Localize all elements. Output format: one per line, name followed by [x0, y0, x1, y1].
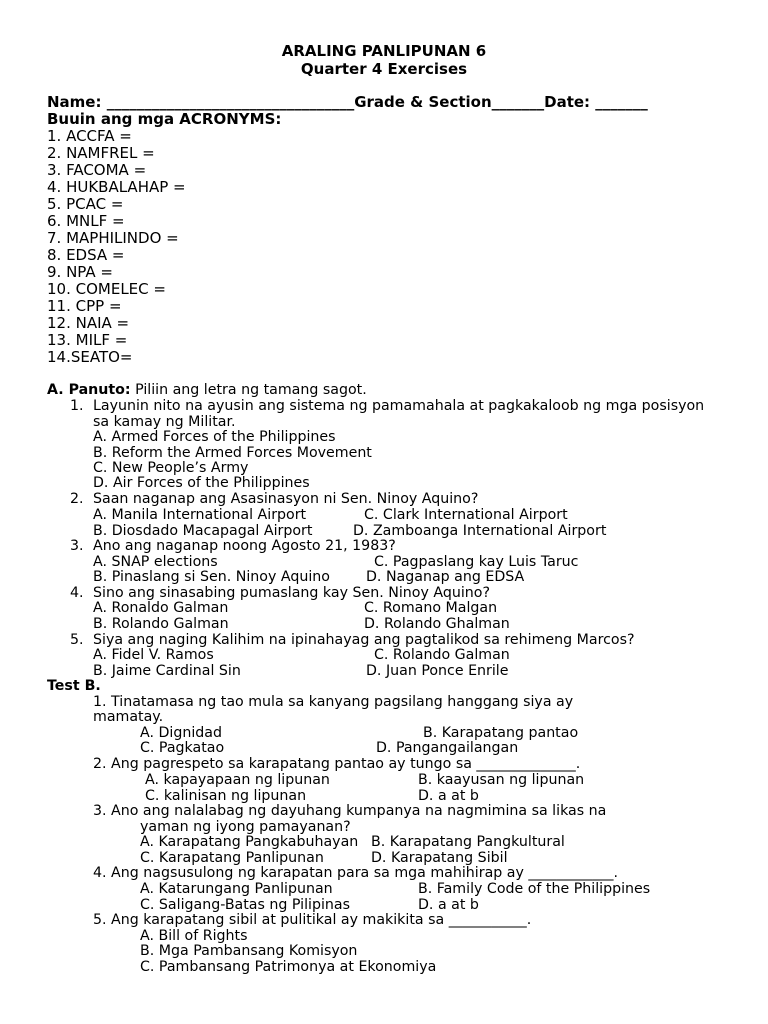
answer-option: C. Romano Malgan — [364, 600, 498, 616]
question-text: sa kamay ng Militar. — [93, 414, 236, 430]
answer-option: D. Pangangailangan — [376, 740, 519, 756]
question-text: Layunin nito na ayusin ang sistema ng pamamahala at pagkakaloob ng mga posisyon — [93, 398, 705, 414]
answer-option: A. SNAP elections — [93, 554, 218, 570]
worksheet-subtitle: Quarter 4 Exercises — [300, 60, 468, 78]
answer-option: D. Air Forces of the Philippines — [93, 475, 310, 491]
question-text: Saan naganap ang Asasinasyon ni Sen. Ninoy Aquino? — [93, 491, 479, 507]
acronym-item: 11. CPP = — [47, 297, 122, 315]
answer-option: B. Rolando Galman — [93, 616, 229, 632]
worksheet-title: ARALING PANLIPUNAN 6 — [281, 42, 487, 60]
question-text: Ano ang naganap noong Agosto 21, 1983? — [93, 538, 396, 554]
name-grade-date-line: Name: _________________________________Grade & Section_______Date: _______ — [47, 93, 648, 111]
answer-option: A. Ronaldo Galman — [93, 600, 229, 616]
acronym-item: 8. EDSA = — [47, 246, 125, 264]
acronyms-heading: Buuin ang mga ACRONYMS: — [47, 110, 282, 128]
answer-option: A. kapayapaan ng lipunan — [145, 772, 330, 788]
question-text: Siya ang naging Kalihim na ipinahayag ang pagtalikod sa rehimeng Marcos? — [93, 632, 635, 648]
answer-option: A. Katarungang Panlipunan — [140, 881, 333, 897]
part-a-label: A. Panuto: — [47, 382, 131, 398]
answer-option: C. Pambansang Patrimonya at Ekonomiya — [140, 959, 437, 975]
question-number: 1. — [70, 398, 84, 414]
answer-option: A. Bill of Rights — [140, 928, 248, 944]
answer-option: B. Pinaslang si Sen. Ninoy Aquino — [93, 569, 330, 585]
answer-option: A. Fidel V. Ramos — [93, 647, 214, 663]
answer-option: B. Family Code of the Philippines — [418, 881, 651, 897]
acronym-item: 13. MILF = — [47, 331, 128, 349]
acronym-item: 1. ACCFA = — [47, 127, 132, 145]
answer-option: B. Mga Pambansang Komisyon — [140, 943, 358, 959]
answer-option: C. kalinisan ng lipunan — [145, 788, 307, 804]
answer-option: B. Karapatang Pangkultural — [371, 834, 565, 850]
question-text: mamatay. — [93, 709, 164, 725]
acronym-item: 4. HUKBALAHAP = — [47, 178, 186, 196]
answer-option: C. New People’s Army — [93, 460, 249, 476]
answer-option: B. kaayusan ng lipunan — [418, 772, 585, 788]
answer-option: A. Karapatang Pangkabuhayan — [140, 834, 359, 850]
acronym-item: 6. MNLF = — [47, 212, 125, 230]
answer-option: B. Reform the Armed Forces Movement — [93, 445, 372, 461]
answer-option: A. Dignidad — [140, 725, 222, 741]
answer-option: B. Diosdado Macapagal Airport — [93, 523, 313, 539]
answer-option: B. Karapatang pantao — [423, 725, 579, 741]
answer-option: D. Rolando Ghalman — [364, 616, 510, 632]
acronym-item: 12. NAIA = — [47, 314, 130, 332]
question-number: 5. — [70, 632, 84, 648]
test-b-label: Test B. — [47, 678, 101, 694]
answer-option: D. Juan Ponce Enrile — [366, 663, 509, 679]
question-number: 4. — [70, 585, 84, 601]
answer-option: D. Zamboanga International Airport — [353, 523, 607, 539]
answer-option: A. Manila International Airport — [93, 507, 307, 523]
question-text: 5. Ang karapatang sibil at pulitikal ay makikita sa ___________. — [93, 912, 532, 928]
answer-option: C. Rolando Galman — [374, 647, 510, 663]
acronym-item: 2. NAMFREL = — [47, 144, 155, 162]
acronym-item: 9. NPA = — [47, 263, 113, 281]
answer-option: B. Jaime Cardinal Sin — [93, 663, 241, 679]
answer-option: C. Pagpaslang kay Luis Taruc — [374, 554, 579, 570]
question-text: 3. Ano ang nalalabag ng dayuhang kumpanya na nagmimina sa likas na — [93, 803, 607, 819]
question-number: 2. — [70, 491, 84, 507]
question-text: 4. Ang nagsusulong ng karapatan para sa mga mahihirap ay ____________. — [93, 865, 619, 881]
answer-option: C. Pagkatao — [140, 740, 225, 756]
question-number: 3. — [70, 538, 84, 554]
question-text: 1. Tinatamasa ng tao mula sa kanyang pagsilang hanggang siya ay — [93, 694, 574, 710]
acronym-item: 5. PCAC = — [47, 195, 124, 213]
part-a-instruction — [47, 382, 367, 399]
question-text: 2. Ang pagrespeto sa karapatang pantao ay tungo sa ______________. — [93, 756, 581, 772]
question-text: yaman ng iyong pamayanan? — [140, 819, 351, 835]
acronym-item: 14.SEATO= — [47, 348, 133, 366]
answer-option: C. Karapatang Panlipunan — [140, 850, 324, 866]
answer-option: D. a at b — [418, 788, 479, 804]
answer-option: D. a at b — [418, 897, 479, 913]
answer-option: C. Clark International Airport — [364, 507, 568, 523]
question-text: Sino ang sinasabing pumaslang kay Sen. Ninoy Aquino? — [93, 585, 490, 601]
acronym-item: 3. FACOMA = — [47, 161, 147, 179]
acronym-item: 10. COMELEC = — [47, 280, 166, 298]
answer-option: D. Naganap ang EDSA — [366, 569, 525, 585]
acronym-item: 7. MAPHILINDO = — [47, 229, 179, 247]
answer-option: A. Armed Forces of the Philippines — [93, 429, 336, 445]
answer-option: C. Saligang-Batas ng Pilipinas — [140, 897, 351, 913]
part-a-instruction-text: Piliin ang letra ng tamang sagot. — [135, 382, 367, 398]
answer-option: D. Karapatang Sibil — [371, 850, 508, 866]
